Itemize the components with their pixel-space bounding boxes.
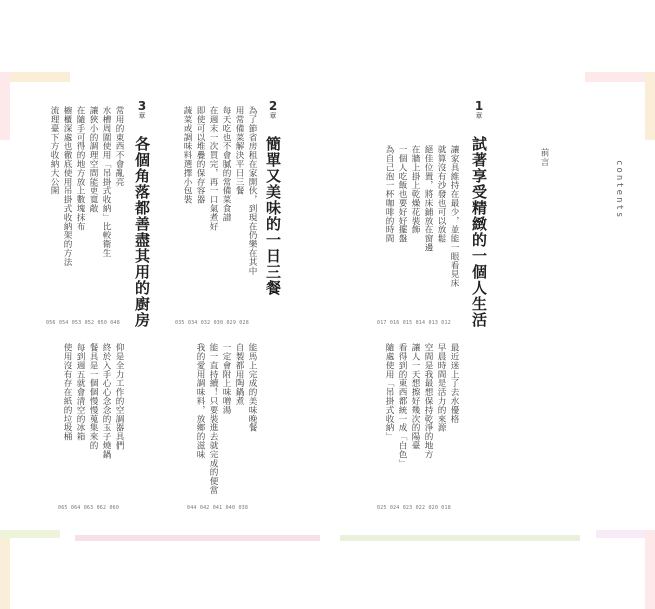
list-item[interactable]: 櫥櫃深處也徹底使用吊掛式收納架的方法	[62, 106, 72, 267]
chapter-1-top-page-numbers: 017 016 015 014 013 012	[377, 320, 451, 326]
list-item[interactable]: 即使可以堆疊的保存容器	[195, 106, 205, 204]
list-item[interactable]: 終於入手心心念念的玉子燒鍋	[101, 343, 111, 459]
chapter-2-bottom-list	[185, 343, 258, 494]
list-item[interactable]: 在牆上掛上乾燥花裝飾	[410, 145, 420, 234]
list-item[interactable]: 在週末一次買完，再一口氣煮好	[208, 106, 218, 231]
list-item[interactable]: 使用沒有存在紙的垃圾桶	[62, 343, 72, 441]
list-item[interactable]: 蔬菜或調味料選擇小包裝	[182, 106, 192, 204]
chapter-3-number: 3 章	[137, 99, 147, 120]
chapter-1-bottom-page-numbers: 025 024 023 022 020 018	[377, 505, 451, 511]
preface-label: 前言	[539, 148, 549, 168]
chapter-1-title: 試著享受精緻的一個人生活	[470, 136, 488, 328]
list-item[interactable]: 水槽周圍使用「吊掛式收納」比較衛生	[101, 106, 111, 258]
contents-label: contents	[614, 160, 624, 220]
list-item[interactable]: 空間是我最想保持乾淨的地方	[423, 343, 433, 459]
list-item[interactable]: 能一直持續！只要裝進去就完成的便當	[208, 343, 218, 495]
list-item[interactable]: 一個人吃飯也要好好擺盤	[397, 145, 407, 243]
chapter-3-title: 各個角落都善盡其用的廚房	[133, 136, 151, 328]
list-item[interactable]: 絕佳位置，將床鋪放在窗邊	[423, 145, 433, 252]
chapter-1-bottom-list	[374, 343, 460, 468]
list-item[interactable]: 常用的東西不會亂亮	[114, 106, 124, 187]
list-item[interactable]: 隨處使用「吊掛式收納」	[384, 343, 394, 441]
list-item[interactable]: 為自己泡一杯咖啡的時間	[384, 145, 394, 243]
list-item[interactable]: 能馬上完成的美味晚餐	[247, 343, 257, 432]
list-item[interactable]: 讓人一天想擦好幾次的陽臺	[410, 343, 420, 450]
list-item[interactable]: 讓狹小的調理空間能更寬敞	[88, 106, 98, 213]
list-item[interactable]: 每到週五就會清空的冰箱	[75, 343, 85, 441]
list-item[interactable]: 仰是全力工作的空調器具們	[114, 343, 124, 450]
list-item[interactable]: 每天吃也不會膩的常備菜食譜	[221, 106, 231, 222]
list-item[interactable]: 餐具是一個個慢慢蒐集來的	[88, 343, 98, 450]
list-item[interactable]: 早晨時間是活力的來源	[436, 343, 446, 432]
list-item[interactable]: 最近迷上了去水優格	[449, 343, 459, 424]
chapter-2-bottom-page-numbers: 044 042 041 040 038	[187, 505, 249, 511]
list-item[interactable]: 看得到的東西都統一成「白色」	[397, 343, 407, 468]
chapter-2-title: 簡單又美味的一日三餐	[264, 136, 282, 296]
list-item[interactable]: 讓家具維持在最少，並能一眼看見床	[449, 145, 459, 288]
chapter-2-top-list	[172, 106, 258, 275]
list-item[interactable]: 就算沒有沙發也可以放鬆	[436, 145, 446, 243]
chapter-1-top-list	[374, 145, 460, 287]
chapter-3-bottom-list	[58, 343, 125, 459]
list-item[interactable]: 為了節省房租在家開伙，到現在仍樂在其中	[247, 106, 257, 276]
list-item[interactable]: 用常備菜解決平日三餐	[234, 106, 244, 195]
chapter-3-bottom-page-numbers: 065 064 063 062 060	[58, 505, 120, 511]
chapter-2-top-page-numbers: 035 034 032 030 029 028	[175, 320, 249, 326]
list-item[interactable]: 自製都用陶鍋煮	[234, 343, 244, 406]
list-item[interactable]: 在隨手可得的地方放上數塊抹布	[75, 106, 85, 231]
chapter-1-number: 1 章	[474, 99, 484, 120]
chapter-3-top-page-numbers: 056 054 053 052 050 048	[46, 320, 120, 326]
list-item[interactable]: 流理臺下方收納大公開	[49, 106, 59, 195]
list-item[interactable]: 一定會附上味噌湯	[221, 343, 231, 415]
list-item[interactable]: 我的愛用調味料，放鄉的滋味	[195, 343, 205, 459]
chapter-3-top-list	[45, 106, 125, 266]
chapter-2-number: 2 章	[268, 99, 278, 120]
